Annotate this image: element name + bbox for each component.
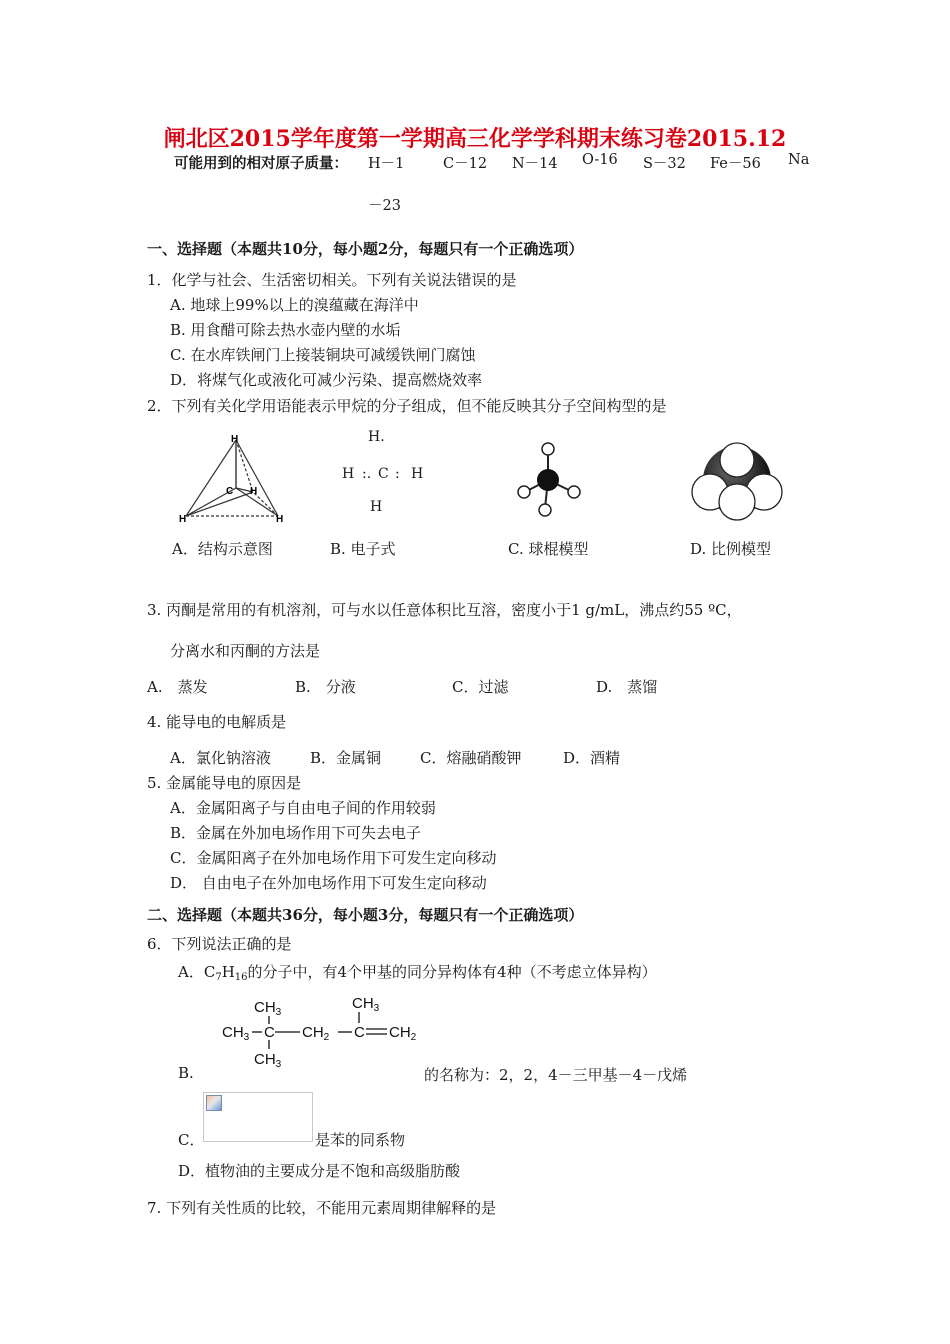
fig-b-h-bottom: H [370,499,383,515]
svg-text:CH3: $CH_3$ [222,1024,250,1043]
q6-option-a: A．$C_7H_{16}$的分子中，有4个甲基的同分异构体有4种（不考虑立体异构） [178,963,657,983]
q6-option-b-text: 的名称为：2，2，4－三甲基－4－戊烯 [424,1066,688,1084]
svg-text:CH3: $CH_3$ [254,999,282,1018]
q3-stem: 3. 丙酮是常用的有机溶剂，可与水以任意体积比互溶，密度小于1 g/mL，沸点约55 ºC， [147,601,742,619]
fig-b-h-left: H [342,466,355,482]
fig-a-label-h-top: H [231,434,239,445]
q6-option-d: D．植物油的主要成分是不饱和高级脂肪酸 [178,1162,461,1180]
svg-text:CH3: $CH_3$ [352,995,380,1014]
svg-text:CH3: $CH_3$ [254,1051,282,1070]
methane-space-filling-model [690,440,785,525]
q6-option-c-text: 是苯的同系物 [315,1131,406,1149]
atomic-mass-label: 可能用到的相对原子质量： [174,155,348,172]
svg-text:C: C [264,1024,275,1041]
q2-option-b: B. 电子式 [330,540,396,558]
fig-b-colon-right: : [395,466,400,482]
broken-image-icon [206,1095,222,1111]
q2-option-a: A．结构示意图 [172,540,273,558]
q3-option-b: B. 分液 [295,678,356,696]
q5-option-a: A．金属阳离子与自由电子间的作用较弱 [170,799,436,817]
atomic-mass-na-value: －23 [368,198,401,214]
atomic-mass-h: H－1 [368,156,405,172]
q3-option-a: A. 蒸发 [147,678,208,696]
q1-option-d: D．将煤气化或液化可减少污染、提高燃烧效率 [170,371,483,389]
q2-option-c: C. 球棍模型 [508,540,589,558]
atomic-mass-line [174,152,348,173]
fig-b-colon-left: :. [362,466,372,482]
q2-option-d: D. 比例模型 [690,540,772,558]
q5-stem: 5. 金属能导电的原因是 [147,774,302,792]
q6-stem: 6．下列说法正确的是 [147,935,292,953]
svg-text:CH2: $CH_2$ [389,1024,417,1043]
atomic-mass-n: N－14 [512,156,558,172]
fig-b-c: C [378,466,389,482]
q3-stem-line2: 分离水和丙酮的方法是 [170,642,321,660]
q5-option-b: B．金属在外加电场作用下可失去电子 [170,824,422,842]
q6-option-c-image-placeholder [203,1092,313,1142]
atomic-mass-na: Na [788,152,810,168]
fig-a-label-h-left: H [179,514,187,525]
methane-structure-diagram [170,428,295,528]
q7-stem: 7. 下列有关性质的比较，不能用元素周期律解释的是 [147,1199,497,1217]
q3-option-d: D. 蒸馏 [596,678,658,696]
methane-ball-stick-model [515,440,585,520]
q1-option-a: A. 地球上99%以上的溴蕴藏在海洋中 [170,296,419,314]
q4-option-a: A．氯化钠溶液 [170,749,271,767]
q1-option-c: C. 在水库铁闸门上接装铜块可减缓铁闸门腐蚀 [170,346,476,364]
fig-a-label-c: C [226,486,234,497]
q6-option-c-label: C． [178,1131,205,1149]
atomic-mass-c: C－12 [443,156,488,172]
q3-option-c: C．过滤 [452,678,509,696]
section-1-heading: 一、选择题（本题共10分，每小题2分，每题只有一个正确选项） [147,240,584,258]
q4-stem: 4. 能导电的电解质是 [147,713,287,731]
q4-option-c: C．熔融硝酸钾 [420,749,522,767]
svg-text:C: C [354,1024,365,1041]
fig-b-h-top: H. [368,429,385,445]
q1-stem: 1．化学与社会、生活密切相关。下列有关说法错误的是 [147,271,517,289]
q5-option-d: D． 自由电子在外加电场作用下可发生定向移动 [170,874,487,892]
fig-b-h-right: H [411,466,424,482]
atomic-mass-o: O-16 [582,152,618,168]
fig-a-label-h-bottom: H [276,514,284,525]
page-title: 闸北区2015学年度第一学期高三化学学科期末练习卷2015.12 [163,126,787,152]
atomic-mass-s: S－32 [643,156,686,172]
q4-option-b: B．金属铜 [310,749,382,767]
q6-option-b-label: B. [178,1064,194,1082]
section-2-heading: 二、选择题（本题共36分，每小题3分，每题只有一个正确选项） [147,906,584,924]
q4-option-d: D．酒精 [563,749,621,767]
q6-structural-formula [222,992,422,1070]
q1-option-b: B. 用食醋可除去热水壶内壁的水垢 [170,321,401,339]
atomic-mass-fe: Fe－56 [710,156,761,172]
q5-option-c: C．金属阳离子在外加电场作用下可发生定向移动 [170,849,497,867]
q2-stem: 2．下列有关化学用语能表示甲烷的分子组成，但不能反映其分子空间构型的是 [147,397,667,415]
svg-text:CH2: $CH_2$ [302,1024,330,1043]
fig-a-label-h-right: H [250,486,258,497]
